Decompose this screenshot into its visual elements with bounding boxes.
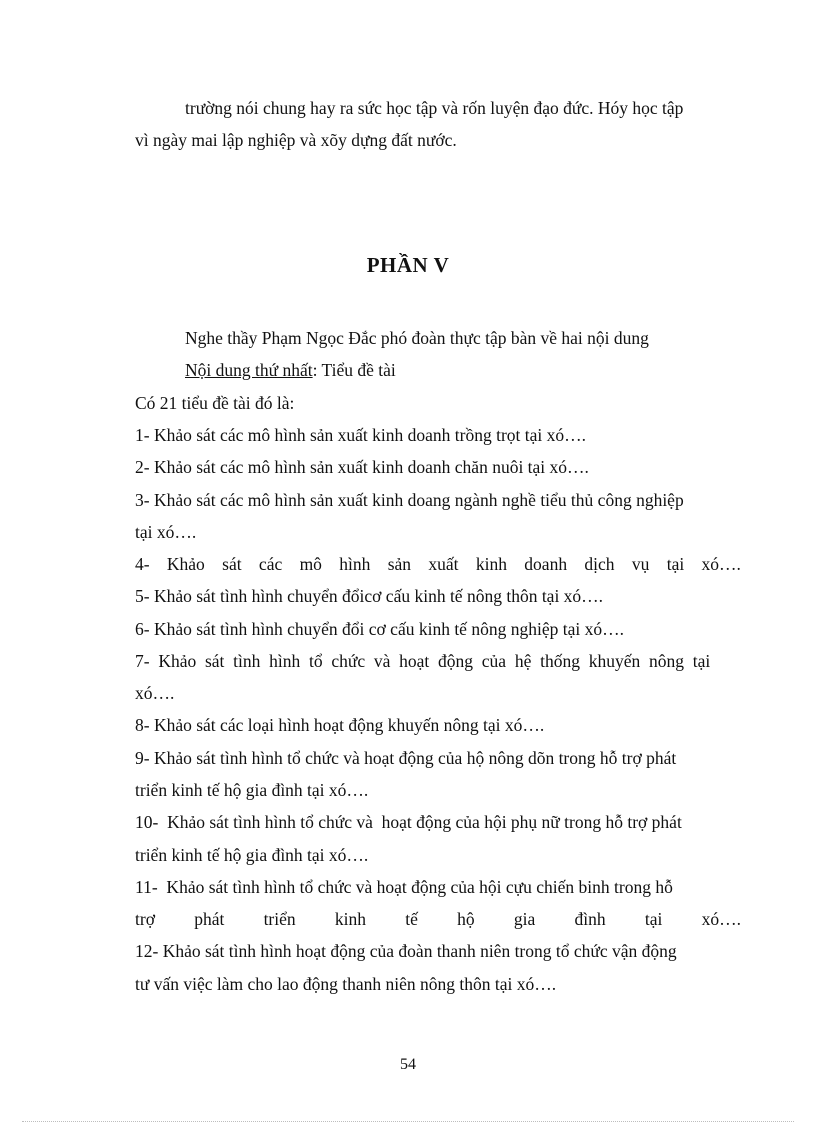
page-number: 54 xyxy=(400,1056,416,1073)
word: sản xyxy=(387,554,412,574)
word: tại xyxy=(644,909,663,929)
list-item-7: 7- Khảo sát tình hình tổ chức và hoạt động của hệ thống khuyến nông tại xyxy=(135,651,711,671)
word: kinh xyxy=(334,909,366,929)
intro-line-2: vì ngày mai lập nghiệp và xõy dựng đất nước. xyxy=(135,130,457,150)
list-item-12: 12- Khảo sát tình hình hoạt động của đoàn thanh niên trong tổ chức vận động xyxy=(135,941,677,961)
list-item-6: 6- Khảo sát tình hình chuyển đổi cơ cấu kinh tế nông nghiệp tại xó…. xyxy=(135,619,624,639)
content-label: Nội dung thứ nhất xyxy=(185,360,313,380)
section-title: PHẦN V xyxy=(366,253,450,277)
list-item-4 xyxy=(135,553,741,575)
list-item-9-cont: triển kinh tế hộ gia đình tại xó…. xyxy=(135,780,369,800)
word: trợ xyxy=(135,909,155,929)
word: các xyxy=(258,554,283,574)
word: xó…. xyxy=(701,554,741,574)
word: mô xyxy=(299,554,322,574)
word: vụ xyxy=(631,554,650,574)
content-heading xyxy=(185,359,741,381)
lead-line: Nghe thầy Phạm Ngọc Đắc phó đoàn thực tập bàn về hai nội dung xyxy=(185,328,649,348)
list-item-10: 10- Khảo sát tình hình tổ chức và hoạt động của hội phụ nữ trong hỗ trợ phát xyxy=(135,812,682,832)
list-item-10-cont: triển kinh tế hộ gia đình tại xó…. xyxy=(135,845,369,865)
word: tại xyxy=(666,554,685,574)
list-item-2: 2- Khảo sát các mô hình sản xuất kinh doanh chăn nuôi tại xó…. xyxy=(135,457,589,477)
list-item-11-cont xyxy=(135,908,741,930)
word: gia xyxy=(513,909,536,929)
bottom-divider xyxy=(22,1121,794,1122)
list-item-12-cont: tư vấn việc làm cho lao động thanh niên nông thôn tại xó…. xyxy=(135,974,557,994)
word: dịch xyxy=(584,554,615,574)
list-item-8: 8- Khảo sát các loại hình hoạt động khuyến nông tại xó…. xyxy=(135,715,545,735)
list-item-1: 1- Khảo sát các mô hình sản xuất kinh doanh trồng trọt tại xó…. xyxy=(135,425,587,445)
word: triển xyxy=(263,909,296,929)
intro-line-1: trường nói chung hay ra sức học tập và rốn luyện đạo đức. Hóy học tập xyxy=(185,98,684,118)
word: kinh xyxy=(475,554,507,574)
word: tế xyxy=(405,909,418,929)
word: hình xyxy=(339,554,371,574)
word: 4- xyxy=(135,554,150,574)
word: đình xyxy=(574,909,606,929)
word: hộ xyxy=(457,909,475,929)
word: xuất xyxy=(428,554,459,574)
word: xó…. xyxy=(701,909,741,929)
content-subtitle: : Tiểu đề tài xyxy=(312,360,396,380)
list-item-3-cont: tại xó…. xyxy=(135,522,197,542)
list-item-3: 3- Khảo sát các mô hình sản xuất kinh doang ngành nghề tiểu thủ công nghiệp xyxy=(135,490,684,510)
word: Khảo xyxy=(166,554,205,574)
list-item-11: 11- Khảo sát tình hình tổ chức và hoạt động của hội cựu chiến binh trong hỗ xyxy=(135,877,673,897)
word: doanh xyxy=(524,554,568,574)
list-item-7-cont: xó…. xyxy=(135,683,175,703)
word: sát xyxy=(222,554,242,574)
list-item-5: 5- Khảo sát tình hình chuyển đổicơ cấu kinh tế nông thôn tại xó…. xyxy=(135,586,604,606)
list-item-9: 9- Khảo sát tình hình tổ chức và hoạt động của hộ nông dõn trong hỗ trợ phát xyxy=(135,748,677,768)
count-line: Có 21 tiểu đề tài đó là: xyxy=(135,393,295,413)
word: phát xyxy=(194,909,225,929)
